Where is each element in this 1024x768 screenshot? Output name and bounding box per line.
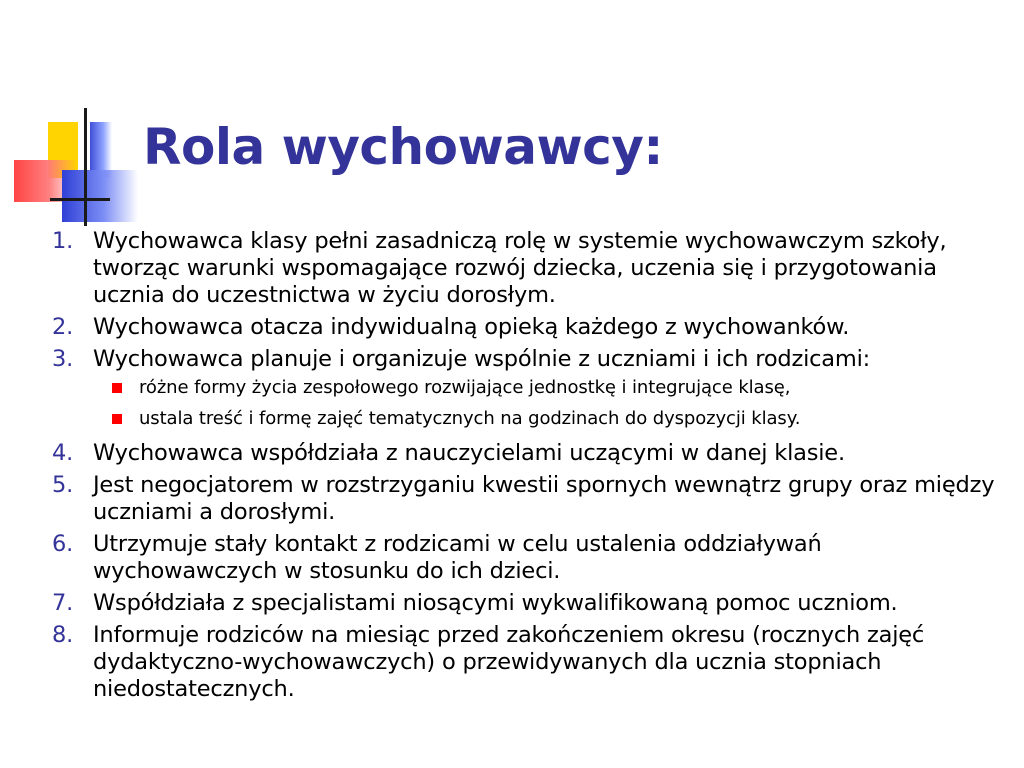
- list-item: [52, 228, 1012, 309]
- list-number: 8.: [52, 622, 74, 648]
- list-item: [52, 346, 1012, 373]
- list-item-text: Jest negocjatorem w rozstrzyganiu kwestii spornych wewnątrz grupy oraz między uczniami a dorosłymi.: [93, 472, 995, 525]
- list-item-text: Wychowawca współdziała z nauczycielami uczącymi w danej klasie.: [93, 440, 845, 466]
- content-list: [52, 228, 1012, 708]
- logo-horizontal-line: [50, 198, 110, 201]
- list-item-text: Informuje rodziców na miesiąc przed zakończeniem okresu (rocznych zajęć dydaktyczno-wychowawczych) o przewidywanych dla ucznia stopniach niedostatecznych.: [93, 622, 925, 702]
- list-item-text: Wychowawca otacza indywidualną opieką każdego z wychowanków.: [93, 314, 850, 340]
- list-item: [52, 590, 1012, 617]
- list-item: [52, 314, 1012, 341]
- sub-list-item-text: ustala treść i formę zajęć tematycznych na godzinach do dyspozycji klasy.: [139, 408, 801, 429]
- list-item: [52, 440, 1012, 467]
- logo-vertical-line: [84, 108, 87, 226]
- list-number: 2.: [52, 314, 74, 340]
- list-item: [52, 531, 1012, 585]
- sub-list-item: [52, 407, 1012, 431]
- slide-title: Rola wychowawcy:: [143, 118, 663, 176]
- list-number: 4.: [52, 440, 74, 466]
- logo-blue-square-bottom: [62, 170, 138, 222]
- list-number: 5.: [52, 472, 74, 498]
- list-number: 3.: [52, 346, 74, 372]
- sub-list-item-text: różne formy życia zespołowego rozwijające jednostkę i integrujące klasę,: [139, 377, 791, 398]
- sub-list-item: [52, 376, 1012, 400]
- list-number: 7.: [52, 590, 74, 616]
- list-item-text: Współdziała z specjalistami niosącymi wykwalifikowaną pomoc uczniom.: [93, 590, 898, 616]
- list-number: 1.: [52, 228, 74, 254]
- list-item: [52, 472, 1012, 526]
- list-item: [52, 622, 1012, 703]
- list-item-text: Wychowawca klasy pełni zasadniczą rolę w systemie wychowawczym szkoły, tworząc warunki wspomagające rozwój dziecka, uczenia się i przygotowania ucznia do uczestnictwa w życiu dorosłym.: [93, 228, 947, 308]
- square-bullet-icon: [112, 414, 122, 424]
- decorative-logo: [0, 100, 150, 230]
- square-bullet-icon: [112, 383, 122, 393]
- list-number: 6.: [52, 531, 74, 557]
- list-item-text: Utrzymuje stały kontakt z rodzicami w celu ustalenia oddziaływań wychowawczych w stosunku do ich dzieci.: [93, 531, 822, 584]
- list-item-text: Wychowawca planuje i organizuje wspólnie z uczniami i ich rodzicami:: [93, 346, 871, 372]
